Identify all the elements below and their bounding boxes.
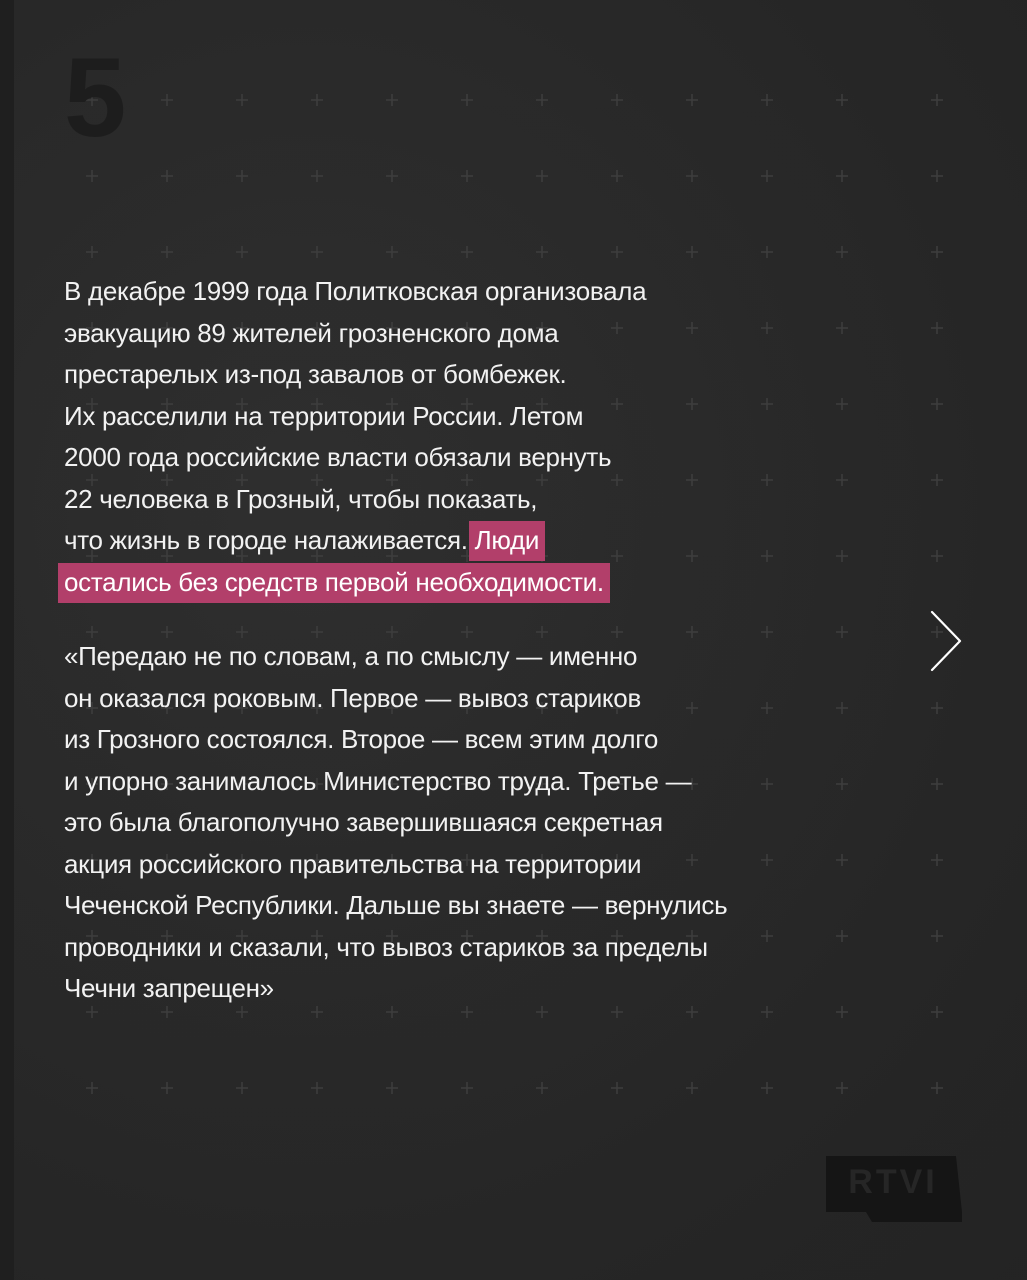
cross-mark bbox=[686, 94, 698, 106]
chevron-right-icon[interactable] bbox=[922, 606, 968, 676]
quote-line: акция российского правительства на территории bbox=[64, 848, 642, 879]
logo-text: RTVI bbox=[848, 1163, 938, 1201]
paragraph-line: эвакуацию 89 жителей грозненского дома bbox=[64, 317, 559, 348]
paragraph-line: В декабре 1999 года Политковская организовала bbox=[64, 276, 647, 306]
slide-number: 5 bbox=[64, 35, 125, 160]
cross-mark bbox=[836, 626, 848, 638]
cross-mark bbox=[611, 170, 623, 182]
cross-mark bbox=[686, 1082, 698, 1094]
cross-mark bbox=[236, 246, 248, 258]
cross-mark bbox=[611, 94, 623, 106]
paragraph-text: что жизнь в городе налаживается. bbox=[64, 525, 468, 555]
cross-mark bbox=[86, 246, 98, 258]
cross-mark bbox=[931, 246, 943, 258]
cross-mark bbox=[236, 170, 248, 182]
cross-mark bbox=[161, 94, 173, 106]
cross-mark bbox=[236, 1082, 248, 1094]
cross-mark bbox=[836, 398, 848, 410]
rtvi-logo bbox=[822, 1152, 964, 1224]
quote-line: это была благополучно завершившаяся секретная bbox=[64, 807, 663, 837]
cross-mark bbox=[931, 398, 943, 410]
cross-mark bbox=[931, 1082, 943, 1094]
cross-mark bbox=[931, 854, 943, 866]
cross-mark bbox=[686, 246, 698, 258]
quote-line: и упорно занималось Министерство труда. Третье — bbox=[64, 765, 692, 796]
paragraph-line: 22 человека в Грозный, чтобы показать, bbox=[64, 483, 538, 514]
cross-mark bbox=[836, 246, 848, 258]
cross-mark bbox=[836, 550, 848, 562]
cross-mark bbox=[611, 1082, 623, 1094]
paragraph-line bbox=[64, 520, 834, 562]
quote-line: «Передаю не по словам, а по смыслу — именно bbox=[64, 641, 638, 671]
cross-mark bbox=[536, 94, 548, 106]
quote-line: Чеченской Республики. Дальше вы знаете — вернулись bbox=[64, 890, 728, 920]
quote-line: Чечни запрещен» bbox=[64, 973, 274, 1003]
cross-mark bbox=[86, 1082, 98, 1094]
paragraph-line: престарелых из-под завалов от бомбежек. bbox=[64, 359, 567, 389]
cross-mark bbox=[931, 322, 943, 334]
cross-mark bbox=[461, 1082, 473, 1094]
cross-mark bbox=[931, 778, 943, 790]
cross-mark bbox=[86, 170, 98, 182]
cross-mark bbox=[931, 1006, 943, 1018]
cross-mark bbox=[836, 778, 848, 790]
quote-line: из Грозного состоялся. Второе — всем этим долго bbox=[64, 724, 659, 754]
main-paragraph bbox=[64, 271, 834, 603]
cross-mark bbox=[536, 1082, 548, 1094]
cross-mark bbox=[386, 246, 398, 258]
cross-mark bbox=[761, 246, 773, 258]
cross-mark bbox=[836, 930, 848, 942]
cross-mark bbox=[461, 94, 473, 106]
cross-mark bbox=[461, 246, 473, 258]
cross-mark bbox=[931, 930, 943, 942]
cross-mark bbox=[931, 702, 943, 714]
cross-mark bbox=[311, 1082, 323, 1094]
cross-mark bbox=[836, 1006, 848, 1018]
cross-mark bbox=[836, 322, 848, 334]
quote-line: проводники и сказали, что вывоз стариков за пределы bbox=[64, 931, 708, 962]
cross-mark bbox=[386, 1082, 398, 1094]
slide-edge bbox=[0, 0, 14, 1280]
cross-mark bbox=[931, 170, 943, 182]
cross-mark bbox=[931, 550, 943, 562]
cross-mark bbox=[836, 702, 848, 714]
paragraph-line: 2000 года российские власти обязали вернуть bbox=[64, 442, 612, 472]
quote-paragraph bbox=[64, 636, 834, 1010]
cross-mark bbox=[931, 474, 943, 486]
cross-mark bbox=[536, 246, 548, 258]
cross-mark bbox=[386, 170, 398, 182]
cross-mark bbox=[536, 170, 548, 182]
cross-mark bbox=[161, 246, 173, 258]
cross-mark bbox=[761, 1082, 773, 1094]
cross-mark bbox=[311, 94, 323, 106]
cross-mark bbox=[836, 854, 848, 866]
cross-mark bbox=[611, 246, 623, 258]
cross-mark bbox=[836, 1082, 848, 1094]
highlighted-text: Люди bbox=[475, 521, 540, 561]
cross-mark bbox=[836, 94, 848, 106]
paragraph-line bbox=[64, 562, 834, 604]
cross-mark bbox=[161, 1082, 173, 1094]
quote-line: он оказался роковым. Первое — вывоз стариков bbox=[64, 682, 641, 713]
cross-mark bbox=[761, 94, 773, 106]
highlighted-text: остались без средств первой необходимости. bbox=[64, 563, 604, 603]
paragraph-line: Их расселили на территории России. Летом bbox=[64, 400, 584, 431]
cross-mark bbox=[686, 170, 698, 182]
cross-mark bbox=[161, 170, 173, 182]
cross-mark bbox=[931, 94, 943, 106]
cross-mark bbox=[311, 246, 323, 258]
cross-mark bbox=[386, 94, 398, 106]
cross-mark bbox=[461, 170, 473, 182]
cross-mark bbox=[236, 94, 248, 106]
cross-mark bbox=[836, 474, 848, 486]
cross-mark bbox=[761, 170, 773, 182]
cross-mark bbox=[836, 170, 848, 182]
cross-mark bbox=[311, 170, 323, 182]
